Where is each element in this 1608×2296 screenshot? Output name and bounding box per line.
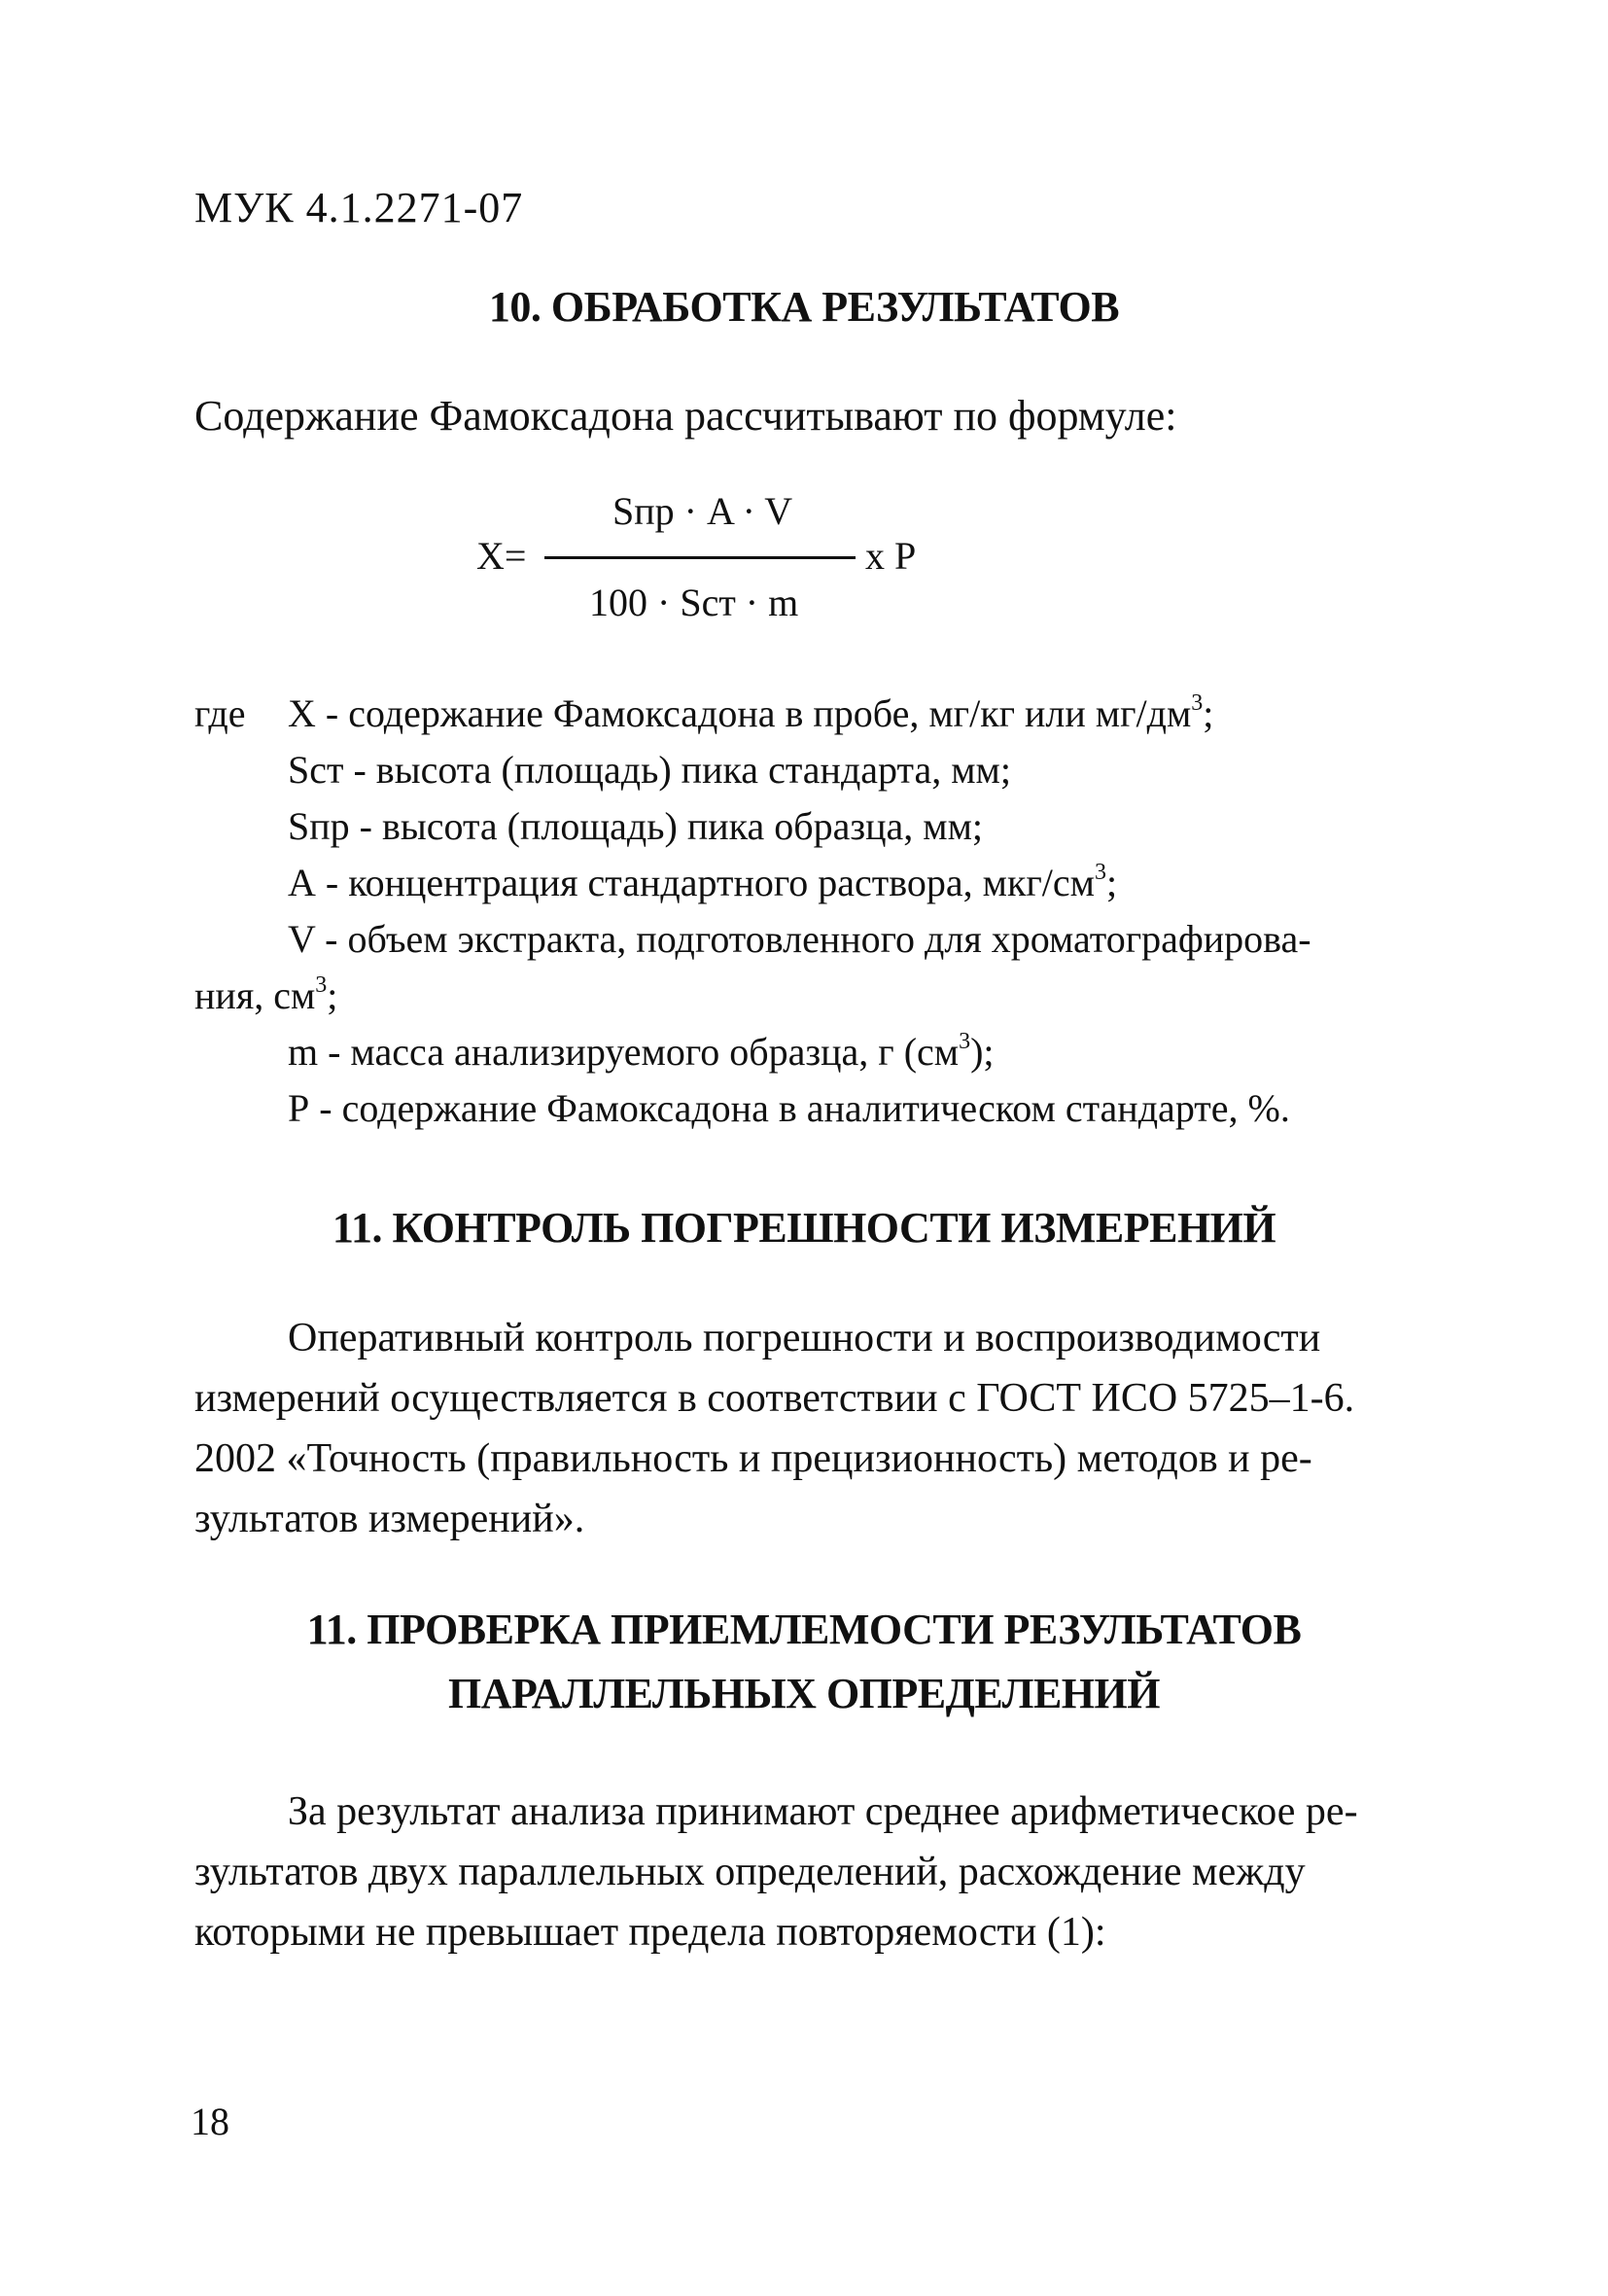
definition-a: А - концентрация стандартного раствора, мкг/$см^3$; — [288, 860, 1118, 904]
paragraph-line: зультатов измерений». — [194, 1497, 585, 1541]
paragraph-line: зультатов двух параллельных определений, расхождение между — [194, 1850, 1306, 1894]
section-11-control-heading: 11. КОНТРОЛЬ ПОГРЕШНОСТИ ИЗМЕРЕНИЙ — [332, 1204, 1276, 1252]
formula-denominator: 100 · Sст · m — [589, 581, 799, 624]
paragraph-line: измерений осуществляется в соответствии с ГОСТ ИСО 5725–1-6. — [194, 1376, 1355, 1421]
paragraph-line: которыми не превышает предела повторяемости (1): — [194, 1910, 1106, 1955]
formula-numerator: Sпр · A · V — [612, 489, 793, 533]
formula-intro: Содержание Фамоксадона рассчитывают по формуле: — [194, 392, 1177, 440]
formula-multiplier: х Р — [865, 534, 917, 578]
section-11-control-paragraph — [194, 1308, 1419, 1549]
paragraph-line: Оперативный контроль погрешности и воспроизводимости — [288, 1316, 1321, 1360]
definition-p: Р - содержание Фамоксадона в аналитическом стандарте, %. — [288, 1086, 1290, 1130]
section-10-heading: 10. ОБРАБОТКА РЕЗУЛЬТАТОВ — [488, 283, 1120, 331]
definition-v-continuation: ния, $см^3$; — [194, 972, 338, 1017]
paragraph-line: 2002 «Точность (правильность и прецизионность) методов и ре- — [194, 1436, 1312, 1481]
definition-spr: Sпр - высота (площадь) пика образца, мм; — [288, 804, 984, 848]
section-11-acceptability-heading-line2: ПАРАЛЛЕЛЬНЫХ ОПРЕДЕЛЕНИЙ — [448, 1670, 1160, 1717]
definition-sst: Sст - высота (площадь) пика стандарта, мм; — [288, 748, 1011, 792]
formula-lhs: X= — [476, 534, 527, 578]
definition-v: V - объем экстракта, подготовленного для хроматографирова- — [288, 917, 1311, 961]
definition-x: X - содержание Фамоксадона в пробе, мг/кг или $мг/дм^3$; — [288, 690, 1214, 735]
fraction-bar — [544, 556, 856, 559]
paragraph-line: За результат анализа принимают среднее арифметическое ре- — [288, 1789, 1358, 1834]
definition-m: m - масса анализируемого образца, г $(см^3)$; — [288, 1029, 995, 1074]
section-11-acceptability-paragraph — [194, 1782, 1419, 1962]
document-code: МУК 4.1.2271-07 — [194, 184, 524, 231]
where-label: где — [194, 691, 246, 735]
section-11-acceptability-heading-line1: 11. ПРОВЕРКА ПРИЕМЛЕМОСТИ РЕЗУЛЬТАТОВ — [306, 1606, 1302, 1653]
page-number: 18 — [191, 2100, 229, 2143]
